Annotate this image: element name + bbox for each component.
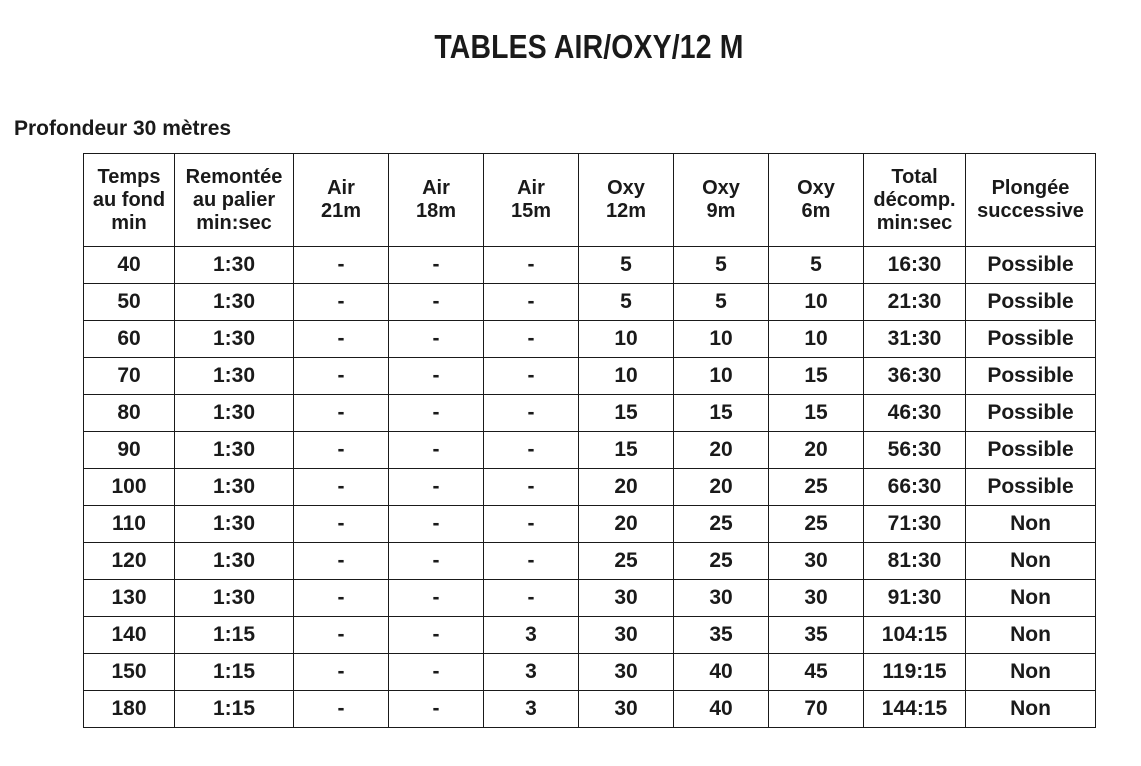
cell-oxy-12m: 30 — [579, 580, 674, 617]
cell-successive-dive: Possible — [966, 321, 1096, 358]
cell-air-15m: 3 — [484, 617, 579, 654]
cell-ascent-time: 1:30 — [175, 543, 294, 580]
header-line: 6m — [801, 200, 831, 222]
header-total-decompression — [864, 154, 966, 247]
header-line: 12m — [605, 200, 647, 222]
cell-oxy-6m: 45 — [769, 654, 864, 691]
table-row — [84, 358, 1096, 395]
cell-ascent-time: 1:30 — [175, 284, 294, 321]
cell-bottom-time: 60 — [84, 321, 175, 358]
cell-successive-dive: Non — [966, 654, 1096, 691]
cell-oxy-12m: 30 — [579, 617, 674, 654]
cell-total-decompression: 91:30 — [864, 580, 966, 617]
cell-total-decompression: 66:30 — [864, 469, 966, 506]
cell-air-18m: - — [389, 691, 484, 728]
cell-oxy-6m: 35 — [769, 617, 864, 654]
cell-successive-dive: Non — [966, 543, 1096, 580]
cell-air-18m: - — [389, 506, 484, 543]
header-line: au fond — [92, 188, 166, 211]
cell-bottom-time: 40 — [84, 247, 175, 284]
cell-air-15m: 3 — [484, 654, 579, 691]
table-row — [84, 321, 1096, 358]
cell-ascent-time: 1:30 — [175, 432, 294, 469]
cell-air-18m: - — [389, 432, 484, 469]
page-title: TABLES AIR/OXY/12 M — [434, 28, 744, 65]
cell-total-decompression: 81:30 — [864, 543, 966, 580]
cell-air-15m: - — [484, 358, 579, 395]
cell-air-15m: - — [484, 469, 579, 506]
table-row — [84, 247, 1096, 284]
cell-successive-dive: Possible — [966, 395, 1096, 432]
cell-air-15m: - — [484, 284, 579, 321]
cell-oxy-9m: 20 — [674, 469, 769, 506]
cell-ascent-time: 1:15 — [175, 654, 294, 691]
cell-air-15m: - — [484, 580, 579, 617]
cell-air-21m: - — [294, 469, 389, 506]
table-row — [84, 284, 1096, 321]
cell-oxy-12m: 30 — [579, 654, 674, 691]
cell-bottom-time: 90 — [84, 432, 175, 469]
cell-oxy-9m: 40 — [674, 654, 769, 691]
header-line: Air — [422, 177, 450, 199]
header-line: Temps — [97, 165, 161, 188]
cell-oxy-12m: 20 — [579, 506, 674, 543]
table-row — [84, 506, 1096, 543]
cell-oxy-9m: 40 — [674, 691, 769, 728]
table-row — [84, 469, 1096, 506]
cell-air-15m: - — [484, 247, 579, 284]
cell-oxy-6m: 25 — [769, 506, 864, 543]
cell-ascent-time: 1:15 — [175, 691, 294, 728]
header-line: min:sec — [876, 211, 953, 234]
cell-successive-dive: Possible — [966, 284, 1096, 321]
cell-air-21m: - — [294, 284, 389, 321]
cell-oxy-12m: 10 — [579, 358, 674, 395]
cell-total-decompression: 16:30 — [864, 247, 966, 284]
cell-air-15m: - — [484, 395, 579, 432]
cell-air-15m: - — [484, 543, 579, 580]
header-line: 9m — [706, 200, 736, 222]
cell-air-15m: - — [484, 506, 579, 543]
cell-oxy-9m: 10 — [674, 358, 769, 395]
cell-total-decompression: 56:30 — [864, 432, 966, 469]
cell-oxy-6m: 30 — [769, 543, 864, 580]
cell-oxy-9m: 30 — [674, 580, 769, 617]
header-line: min — [111, 211, 147, 234]
cell-oxy-6m: 15 — [769, 395, 864, 432]
cell-oxy-9m: 15 — [674, 395, 769, 432]
cell-ascent-time: 1:30 — [175, 469, 294, 506]
table-row — [84, 617, 1096, 654]
header-line: 18m — [415, 200, 457, 222]
cell-successive-dive: Non — [966, 506, 1096, 543]
cell-ascent-time: 1:30 — [175, 247, 294, 284]
header-line: Total — [891, 165, 938, 188]
header-line: Oxy — [702, 177, 740, 199]
header-air-21m — [294, 154, 389, 247]
cell-bottom-time: 80 — [84, 395, 175, 432]
cell-oxy-6m: 10 — [769, 284, 864, 321]
cell-air-18m: - — [389, 247, 484, 284]
table-row — [84, 543, 1096, 580]
cell-air-21m: - — [294, 654, 389, 691]
cell-oxy-9m: 5 — [674, 284, 769, 321]
cell-oxy-12m: 5 — [579, 247, 674, 284]
cell-bottom-time: 70 — [84, 358, 175, 395]
cell-total-decompression: 119:15 — [864, 654, 966, 691]
cell-bottom-time: 50 — [84, 284, 175, 321]
header-line: décomp. — [873, 188, 956, 211]
header-successive-dive — [966, 154, 1096, 247]
cell-air-21m: - — [294, 395, 389, 432]
cell-successive-dive: Possible — [966, 358, 1096, 395]
header-air-15m — [484, 154, 579, 247]
header-ascent-time — [175, 154, 294, 247]
cell-oxy-12m: 15 — [579, 395, 674, 432]
cell-ascent-time: 1:30 — [175, 580, 294, 617]
cell-oxy-12m: 15 — [579, 432, 674, 469]
cell-successive-dive: Possible — [966, 432, 1096, 469]
header-line: Air — [517, 177, 545, 199]
cell-successive-dive: Non — [966, 617, 1096, 654]
cell-bottom-time: 180 — [84, 691, 175, 728]
header-line: 21m — [320, 200, 362, 222]
cell-oxy-9m: 25 — [674, 543, 769, 580]
cell-air-18m: - — [389, 654, 484, 691]
cell-ascent-time: 1:30 — [175, 358, 294, 395]
header-air-18m — [389, 154, 484, 247]
header-line: min:sec — [196, 211, 272, 234]
cell-successive-dive: Non — [966, 580, 1096, 617]
cell-air-18m: - — [389, 543, 484, 580]
header-line: au palier — [192, 188, 276, 211]
cell-oxy-9m: 20 — [674, 432, 769, 469]
table-row — [84, 395, 1096, 432]
header-oxy-9m — [674, 154, 769, 247]
table-body — [84, 247, 1096, 728]
table-header-row — [84, 154, 1096, 247]
cell-bottom-time: 130 — [84, 580, 175, 617]
cell-air-18m: - — [389, 617, 484, 654]
cell-total-decompression: 36:30 — [864, 358, 966, 395]
cell-bottom-time: 150 — [84, 654, 175, 691]
cell-oxy-6m: 15 — [769, 358, 864, 395]
cell-oxy-6m: 5 — [769, 247, 864, 284]
cell-oxy-9m: 35 — [674, 617, 769, 654]
cell-ascent-time: 1:30 — [175, 506, 294, 543]
cell-air-21m: - — [294, 247, 389, 284]
cell-bottom-time: 110 — [84, 506, 175, 543]
table-row — [84, 580, 1096, 617]
cell-oxy-6m: 10 — [769, 321, 864, 358]
table-row — [84, 654, 1096, 691]
cell-oxy-6m: 20 — [769, 432, 864, 469]
cell-air-21m: - — [294, 432, 389, 469]
header-line: Plongée — [991, 177, 1070, 199]
cell-total-decompression: 21:30 — [864, 284, 966, 321]
cell-oxy-12m: 25 — [579, 543, 674, 580]
cell-successive-dive: Possible — [966, 247, 1096, 284]
cell-oxy-9m: 25 — [674, 506, 769, 543]
cell-air-18m: - — [389, 358, 484, 395]
cell-air-21m: - — [294, 691, 389, 728]
cell-oxy-6m: 70 — [769, 691, 864, 728]
cell-air-21m: - — [294, 321, 389, 358]
cell-air-15m: - — [484, 432, 579, 469]
cell-air-15m: 3 — [484, 691, 579, 728]
cell-air-21m: - — [294, 506, 389, 543]
header-line: successive — [977, 200, 1084, 222]
cell-air-21m: - — [294, 543, 389, 580]
table-row — [84, 691, 1096, 728]
cell-air-18m: - — [389, 395, 484, 432]
cell-total-decompression: 31:30 — [864, 321, 966, 358]
cell-oxy-12m: 20 — [579, 469, 674, 506]
cell-oxy-12m: 5 — [579, 284, 674, 321]
header-oxy-6m — [769, 154, 864, 247]
cell-total-decompression: 144:15 — [864, 691, 966, 728]
cell-total-decompression: 46:30 — [864, 395, 966, 432]
header-oxy-12m — [579, 154, 674, 247]
cell-ascent-time: 1:30 — [175, 321, 294, 358]
header-line: Remontée — [185, 165, 283, 188]
cell-total-decompression: 71:30 — [864, 506, 966, 543]
cell-air-18m: - — [389, 580, 484, 617]
cell-bottom-time: 120 — [84, 543, 175, 580]
cell-air-18m: - — [389, 321, 484, 358]
header-line: Oxy — [797, 177, 835, 199]
header-bottom-time — [84, 154, 175, 247]
header-line: Oxy — [607, 177, 645, 199]
header-line: 15m — [510, 200, 552, 222]
header-line: Air — [327, 177, 355, 199]
cell-oxy-12m: 10 — [579, 321, 674, 358]
cell-oxy-9m: 10 — [674, 321, 769, 358]
decompression-table — [83, 153, 1096, 728]
cell-air-21m: - — [294, 617, 389, 654]
cell-ascent-time: 1:15 — [175, 617, 294, 654]
cell-successive-dive: Non — [966, 691, 1096, 728]
cell-oxy-12m: 30 — [579, 691, 674, 728]
cell-bottom-time: 100 — [84, 469, 175, 506]
cell-oxy-9m: 5 — [674, 247, 769, 284]
cell-air-15m: - — [484, 321, 579, 358]
table-row — [84, 432, 1096, 469]
cell-ascent-time: 1:30 — [175, 395, 294, 432]
cell-oxy-6m: 25 — [769, 469, 864, 506]
depth-label: Profondeur 30 mètres — [14, 117, 232, 140]
cell-successive-dive: Possible — [966, 469, 1096, 506]
cell-air-18m: - — [389, 469, 484, 506]
cell-air-21m: - — [294, 358, 389, 395]
cell-air-18m: - — [389, 284, 484, 321]
cell-oxy-6m: 30 — [769, 580, 864, 617]
cell-bottom-time: 140 — [84, 617, 175, 654]
cell-total-decompression: 104:15 — [864, 617, 966, 654]
cell-air-21m: - — [294, 580, 389, 617]
